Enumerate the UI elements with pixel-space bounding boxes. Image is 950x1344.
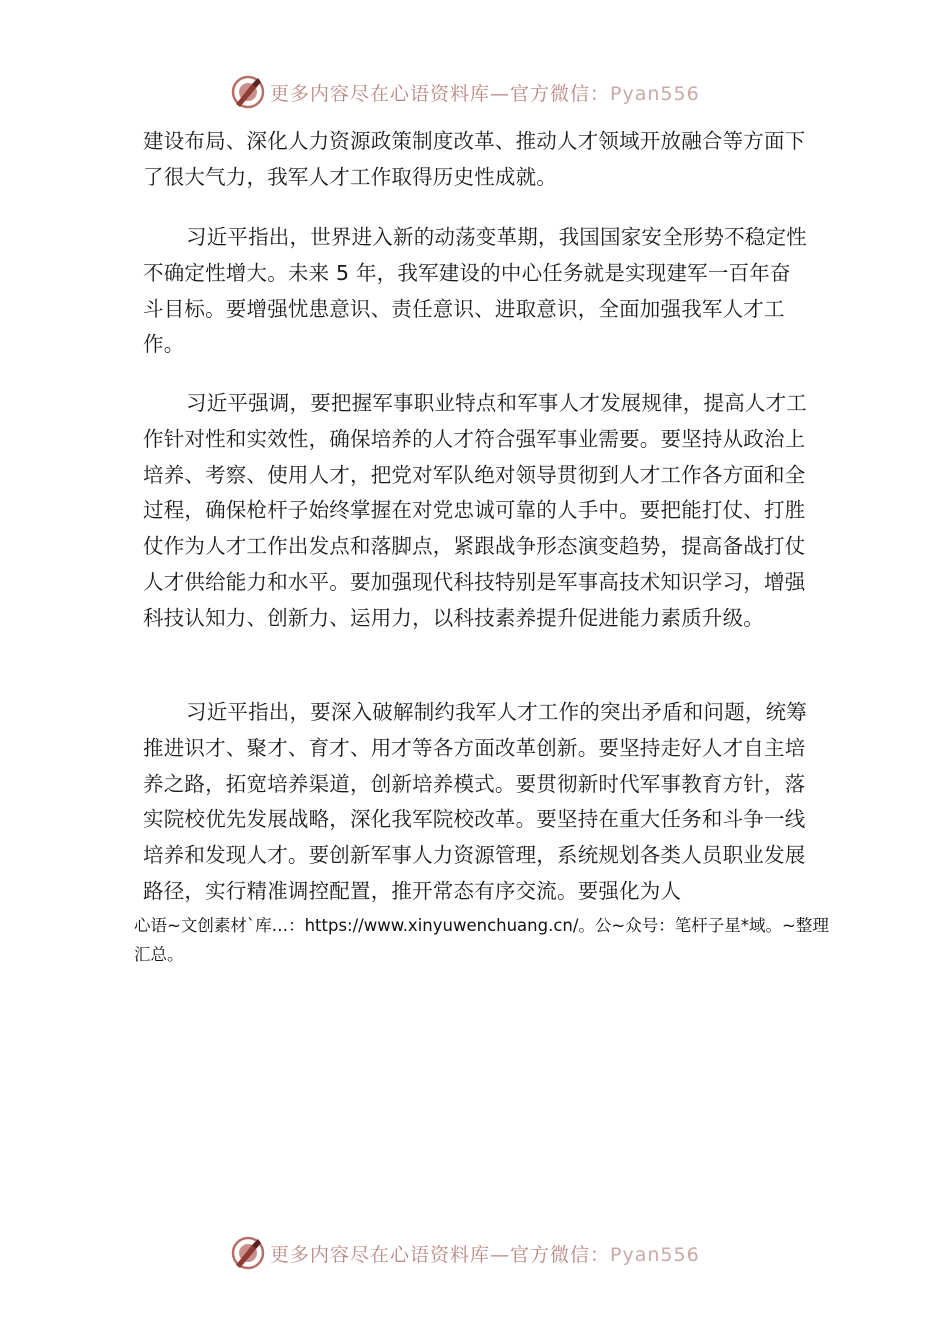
wechat-id: Pyan556 bbox=[610, 1243, 700, 1266]
header-watermark-banner bbox=[230, 72, 750, 112]
pen-logo-icon bbox=[230, 1235, 266, 1271]
pen-logo-icon bbox=[230, 74, 266, 110]
banner-text: 更多内容尽在心语资料库—官方微信：Pyan556 bbox=[270, 82, 700, 105]
wechat-id: Pyan556 bbox=[610, 82, 700, 105]
paragraph-1: 建设布局、深化人力资源政策制度改革、推动人才领域开放融合等方面下了很大气力，我军人才工作取得历史性成就。 bbox=[143, 129, 806, 189]
paragraph-3: 习近平强调，要把握军事职业特点和军事人才发展规律，提高人才工作针对性和实效性，确保培养的人才符合强军事业需要。要坚持从政治上培养、考察、使用人才，把党对军队绝对领导贯彻到人才工作各方面和全过程，确保枪杆子始终掌握在对党忠诚可靠的人手中。要把能打仗、打胜仗作为人才工作出发点和落脚点，紧跟战争形态演变趋势，提高备战打仗人才供给能力和水平。要加强现代科技特别是军事高技术知识学习，增强科技认知力、创新力、运用力，以科技素养提升促进能力素质升级。 bbox=[143, 391, 807, 630]
paragraph-2: 习近平指出，世界进入新的动荡变革期，我国国家安全形势不稳定性不确定性增大。未来 5 年，我军建设的中心任务就是实现建军一百年奋斗目标。要增强忧患意识、责任意识、进取意识，全面加强我军人才工作。 bbox=[143, 225, 807, 357]
footer-watermark-banner bbox=[230, 1233, 750, 1273]
paragraph-4: 习近平指出，要深入破解制约我军人才工作的突出矛盾和问题，统筹推进识才、聚才、育才、用才等各方面改革创新。要坚持走好人才自主培养之路，拓宽培养渠道，创新培养模式。要贯彻新时代军事教育方针，落实院校优先发展战略，深化我军院校改革。要坚持在重大任务和斗争一线培养和发现人才。要创新军事人力资源管理，系统规划各类人员职业发展路径，实行精准调控配置，推开常态有序交流。要强化为人 bbox=[143, 700, 807, 903]
banner-text: 更多内容尽在心语资料库—官方微信：Pyan556 bbox=[270, 1243, 700, 1266]
source-note: 心语~文创素材`库…：https://www.xinyuwenchuang.cn/。公~众号：笔杆子星*域。~整理汇总。 bbox=[134, 916, 829, 964]
